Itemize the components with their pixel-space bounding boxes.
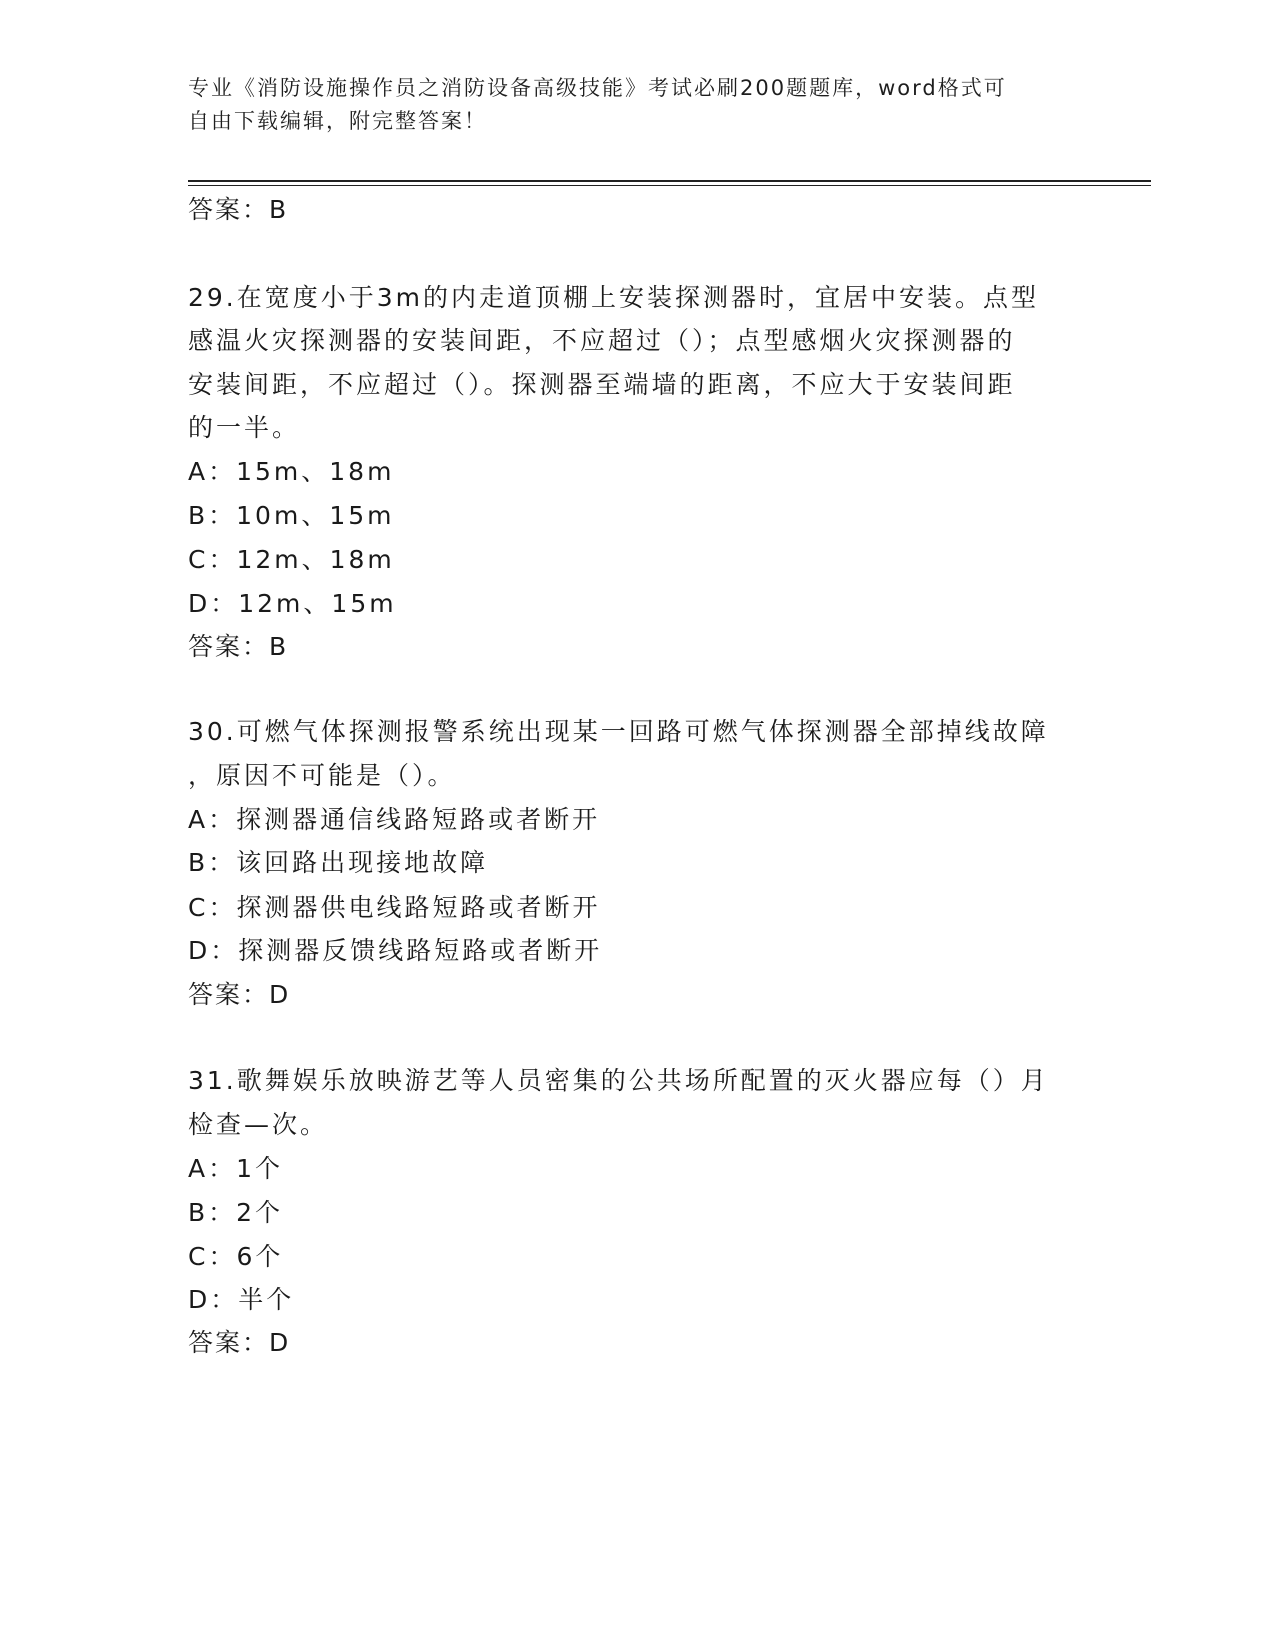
question-29-option-b: B：10m、15m (188, 501, 395, 530)
header-line-1: 专业《消防设施操作员之消防设备高级技能》考试必刷200题题库，word格式可 (188, 76, 1007, 100)
question-29-option-a: A：15m、18m (188, 457, 395, 486)
question-29-option-c: C：12m、18m (188, 545, 395, 574)
question-31-stem-line-1: 31.歌舞娱乐放映游艺等人员密集的公共场所配置的灭火器应每（）月 (188, 1066, 1049, 1095)
header-rule-thick (188, 180, 1151, 182)
header-rule-thin (188, 185, 1151, 186)
question-30-option-c: C：探测器供电线路短路或者断开 (188, 893, 601, 922)
question-30-stem-line-1: 30.可燃气体探测报警系统出现某一回路可燃气体探测器全部掉线故障 (188, 717, 1049, 746)
answer-28: 答案：B (188, 195, 289, 224)
question-30-option-a: A：探测器通信线路短路或者断开 (188, 805, 601, 834)
question-31-option-c: C：6个 (188, 1242, 284, 1271)
question-31-option-b: B：2个 (188, 1198, 284, 1227)
question-31-option-a: A：1个 (188, 1154, 284, 1183)
question-31-stem-line-2: 检查—次。 (188, 1110, 329, 1139)
question-30-option-b: B：该回路出现接地故障 (188, 848, 489, 877)
question-30-stem-line-2: ，原因不可能是（）。 (188, 761, 456, 790)
question-29-option-d: D：12m、15m (188, 589, 397, 618)
document-header (188, 72, 1068, 138)
question-29-stem-line-4: 的一半。 (188, 413, 301, 442)
question-30-option-d: D：探测器反馈线路短路或者断开 (188, 936, 603, 965)
question-29-stem-line-3: 安装间距，不应超过（）。探测器至端墙的距离，不应大于安装间距 (188, 370, 1016, 399)
answer-29: 答案：B (188, 632, 289, 661)
answer-30: 答案：D (188, 980, 291, 1009)
header-line-2: 自由下载编辑，附完整答案！ (188, 109, 487, 133)
question-29-stem-line-1: 29.在宽度小于3m的内走道顶棚上安装探测器时，宜居中安装。点型 (188, 283, 1040, 312)
answer-31: 答案：D (188, 1328, 291, 1357)
question-31-option-d: D：半个 (188, 1285, 295, 1314)
question-29-stem-line-2: 感温火灾探测器的安装间距，不应超过（）；点型感烟火灾探测器的 (188, 326, 1016, 355)
